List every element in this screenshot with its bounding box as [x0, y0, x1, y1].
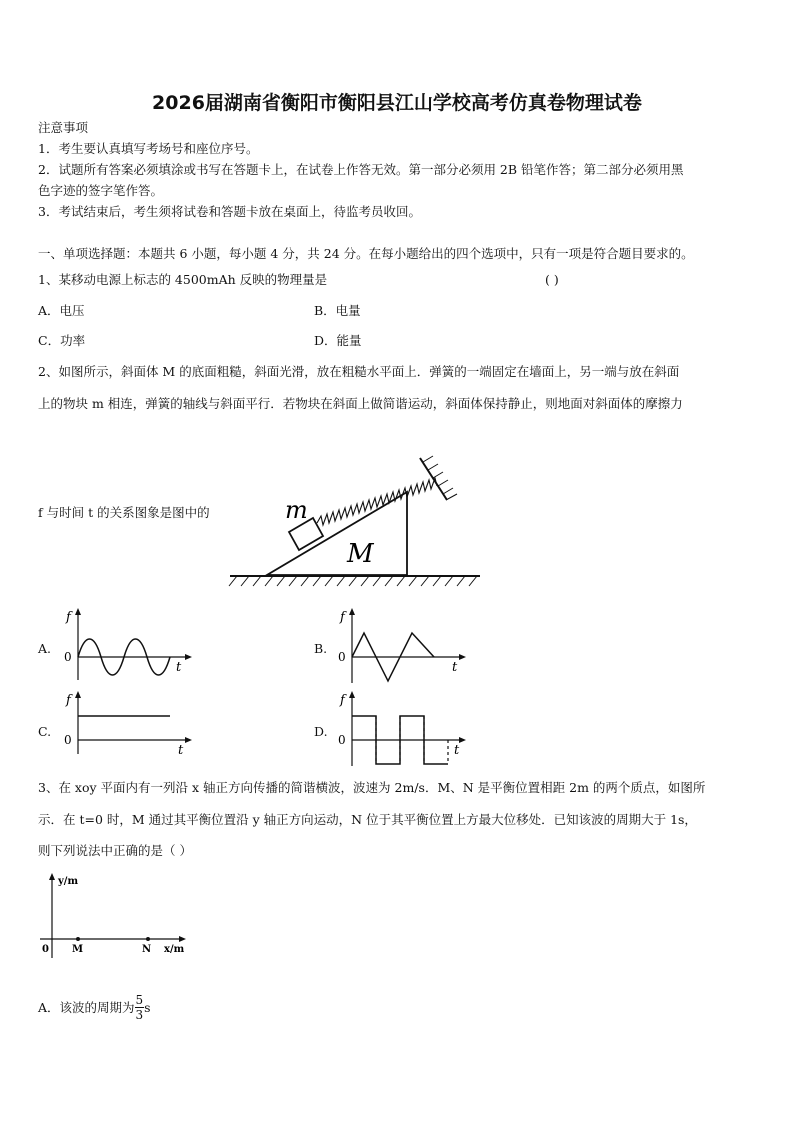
x-axis-label: x/m	[164, 944, 185, 955]
axis-t-label: t	[178, 743, 184, 758]
wall-hatch	[423, 456, 457, 500]
notice-item: 1．考生要认真填写考场号和座位序号。	[38, 141, 259, 156]
question-2-line: 2、如图所示，斜面体 M 的底面粗糙，斜面光滑，放在粗糙水平面上．弹簧的一端固定在墙面上，另一端与放在斜面	[38, 364, 680, 379]
M-label: M	[72, 944, 84, 955]
origin-label: 0	[338, 733, 346, 747]
option-a-text: A．该波的周期为	[38, 999, 135, 1015]
origin-label: 0	[64, 733, 72, 747]
graph-a	[58, 605, 198, 685]
axis-t-label: t	[176, 660, 182, 675]
notice-item: 2．试题所有答案必须填涂或书写在答题卡上，在试卷上作答无效。第一部分必须用 2B 铅笔作答；第二部分必须用黑	[38, 162, 684, 177]
section-heading: 一、单项选择题：本题共 6 小题，每小题 4 分，共 24 分。在每小题给出的四个选项中，只有一项是符合题目要求的。	[38, 246, 694, 261]
spring	[317, 478, 437, 525]
notice-heading: 注意事项	[38, 120, 89, 135]
axis-f-label: f	[66, 610, 71, 625]
q3-option-a	[38, 993, 151, 1022]
y-axis-label: y/m	[58, 876, 79, 887]
notice-item: 色字迹的签字笔作答。	[38, 183, 164, 198]
option-c: C．功率	[38, 333, 86, 348]
option-b-label: B.	[314, 641, 328, 656]
fraction-numerator: 5	[135, 993, 144, 1007]
origin-label: 0	[64, 650, 72, 664]
question-2-line: 上的物块 m 相连，弹簧的轴线与斜面平行．若物块在斜面上做简谐运动，斜面体保持静止，则地面对斜面体的摩擦力	[38, 396, 683, 411]
axis-f-label: f	[340, 610, 345, 625]
graph-c	[58, 688, 198, 758]
origin-label: 0	[42, 944, 49, 955]
option-c-label: C.	[38, 724, 52, 739]
question-3-line: 3、在 xoy 平面内有一列沿 x 轴正方向传播的简谐横波，波速为 2m/s．M、N 是平衡位置相距 2m 的两个质点，如图所	[38, 780, 706, 795]
answer-paren: ( )	[545, 272, 559, 287]
unit: s	[144, 999, 151, 1015]
graph-b	[332, 605, 472, 685]
axis-f-label: f	[66, 693, 71, 708]
axis-t-label: t	[452, 660, 458, 675]
incline-spring-figure	[225, 430, 485, 590]
axis-t-label: t	[454, 743, 460, 758]
option-b: B．电量	[314, 303, 361, 318]
fraction	[135, 993, 145, 1022]
graph-d	[332, 688, 472, 768]
question-2-line: f 与时间 t 的关系图象是图中的	[38, 505, 210, 520]
option-a: A．电压	[38, 303, 85, 318]
axis-f-label: f	[340, 693, 345, 708]
ground-hatch	[229, 576, 477, 586]
N-label: N	[142, 944, 152, 955]
question-3-line: 示．在 t=0 时，M 通过其平衡位置沿 y 轴正方向运动，N 位于其平衡位置上方最大位移处．已知该波的周期大于 1s，	[38, 812, 697, 827]
mass-M-label: M	[347, 539, 374, 569]
question-3-line: 则下列说法中正确的是（ ）	[38, 843, 192, 858]
origin-label: 0	[338, 650, 346, 664]
option-a-label: A.	[38, 641, 52, 656]
fraction-denominator: 3	[135, 1008, 144, 1022]
page-title: 2026届湖南省衡阳市衡阳县江山学校高考仿真卷物理试卷	[152, 92, 642, 114]
option-d-label: D.	[314, 724, 328, 739]
wave-axes-figure	[38, 870, 198, 962]
option-d: D．能量	[314, 333, 362, 348]
point-N	[146, 937, 150, 941]
notice-item: 3．考试结束后，考生须将试卷和答题卡放在桌面上，待监考员收回。	[38, 204, 421, 219]
point-M	[76, 937, 80, 941]
mass-m-label: m	[285, 496, 308, 524]
question-1-stem: 1、某移动电源上标志的 4500mAh 反映的物理量是	[38, 272, 328, 287]
